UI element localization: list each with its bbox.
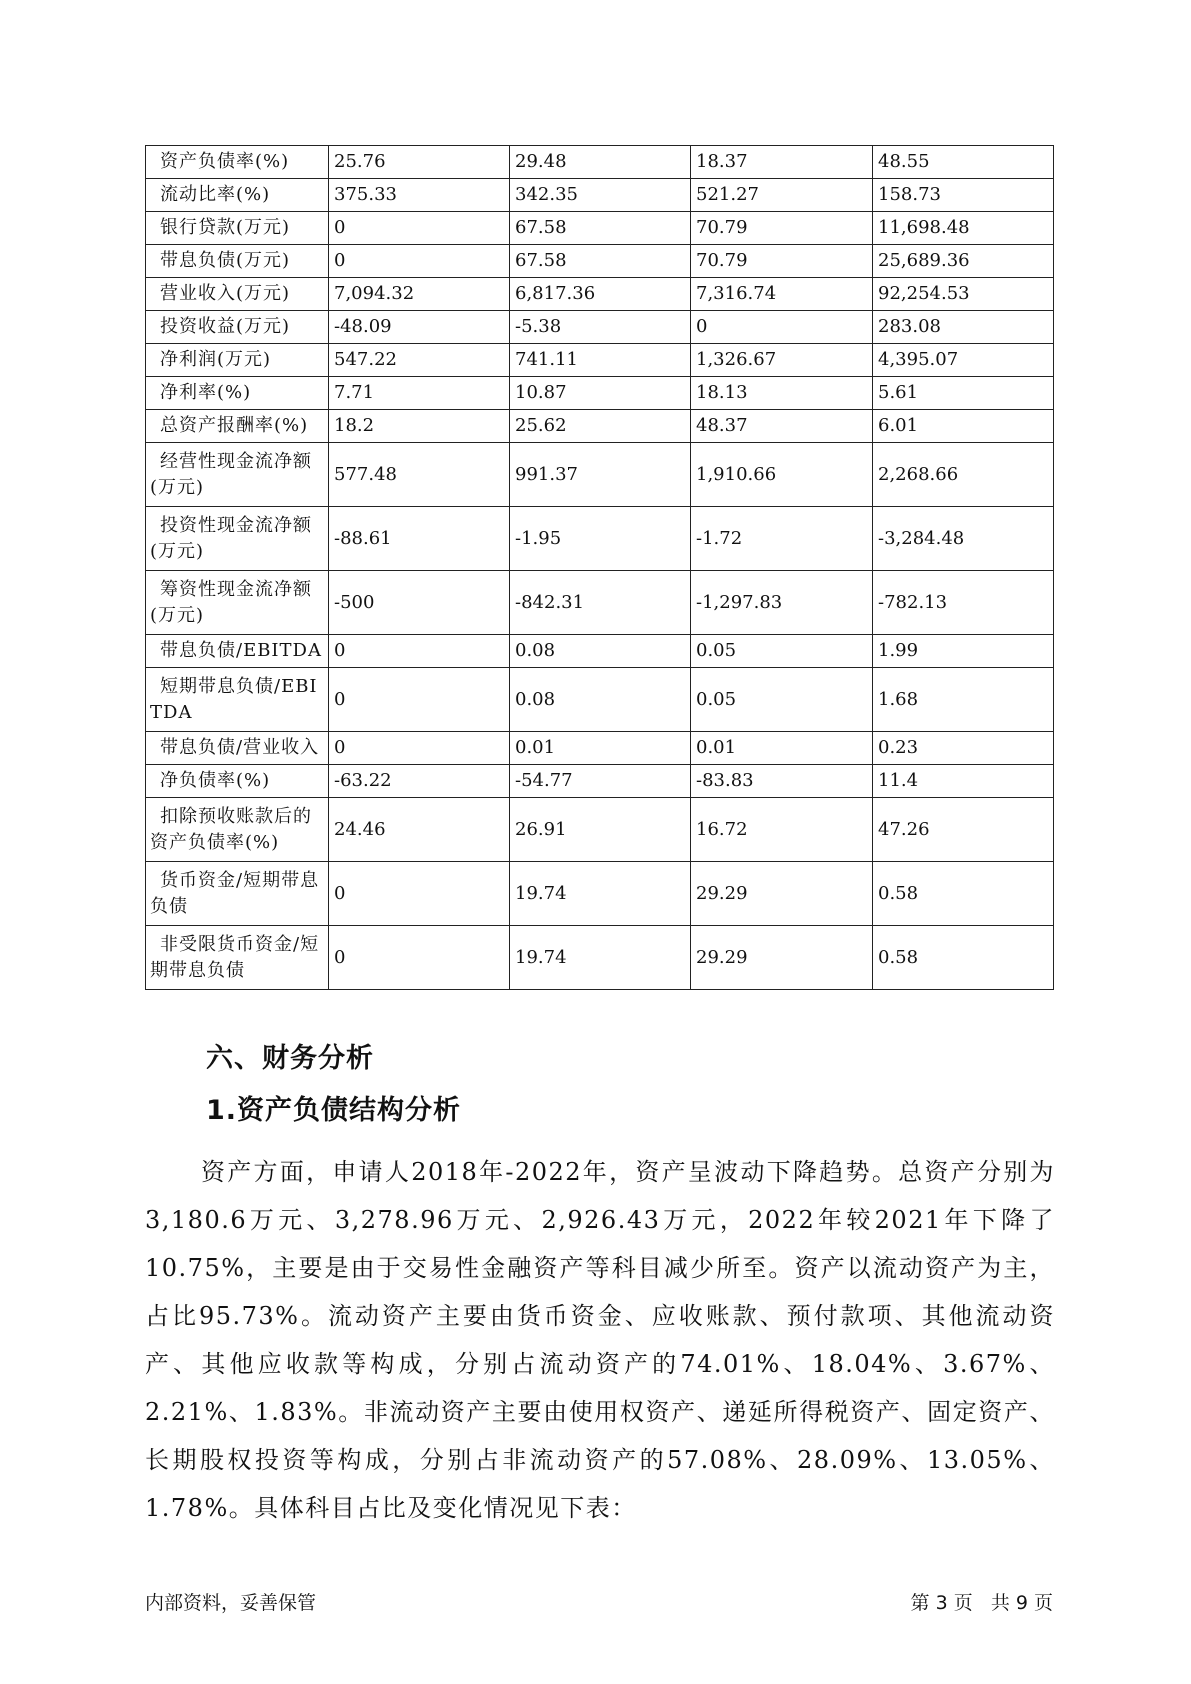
value-cell: 6,817.36 [510, 278, 691, 311]
value-cell: 1,326.67 [691, 344, 873, 377]
value-cell: 0 [329, 862, 510, 926]
value-cell: -782.13 [873, 571, 1054, 635]
table-row [146, 311, 1054, 344]
value-cell: 0 [329, 926, 510, 990]
row-label-cell: 带息负债/EBITDA [146, 635, 329, 668]
value-cell: 0.01 [510, 732, 691, 765]
footer-total-pages: 共 9 页 [990, 1592, 1053, 1614]
value-cell: -63.22 [329, 765, 510, 798]
section-heading: 六、财务分析 [206, 1043, 374, 1074]
value-cell: 0.08 [510, 635, 691, 668]
value-cell: 0 [329, 212, 510, 245]
value-cell: -3,284.48 [873, 507, 1054, 571]
value-cell: -83.83 [691, 765, 873, 798]
value-cell: 5.61 [873, 377, 1054, 410]
value-cell: 7,316.74 [691, 278, 873, 311]
value-cell: 47.26 [873, 798, 1054, 862]
value-cell: 0.08 [510, 668, 691, 732]
value-cell: 7,094.32 [329, 278, 510, 311]
value-cell: 70.79 [691, 245, 873, 278]
value-cell: -1.72 [691, 507, 873, 571]
table-row [146, 732, 1054, 765]
value-cell: 4,395.07 [873, 344, 1054, 377]
value-cell: 29.48 [510, 146, 691, 179]
value-cell: 0.01 [691, 732, 873, 765]
value-cell: 18.37 [691, 146, 873, 179]
value-cell: 25.76 [329, 146, 510, 179]
value-cell: 19.74 [510, 926, 691, 990]
value-cell: 0 [329, 245, 510, 278]
value-cell: 19.74 [510, 862, 691, 926]
table-row [146, 212, 1054, 245]
value-cell: 1.99 [873, 635, 1054, 668]
value-cell: 991.37 [510, 443, 691, 507]
value-cell: -500 [329, 571, 510, 635]
footer-current-page: 第 3 页 [910, 1592, 973, 1614]
table-row [146, 926, 1054, 990]
value-cell: -842.31 [510, 571, 691, 635]
value-cell: 0.05 [691, 635, 873, 668]
value-cell: 25.62 [510, 410, 691, 443]
value-cell: 342.35 [510, 179, 691, 212]
value-cell: 11.4 [873, 765, 1054, 798]
table-row [146, 507, 1054, 571]
table-row [146, 635, 1054, 668]
value-cell: -88.61 [329, 507, 510, 571]
table-row [146, 179, 1054, 212]
table-row [146, 410, 1054, 443]
footer-page-number [911, 1588, 1053, 1615]
value-cell: -5.38 [510, 311, 691, 344]
row-label-cell: 资产负债率(%) [146, 146, 329, 179]
value-cell: 29.29 [691, 862, 873, 926]
table-row [146, 668, 1054, 732]
value-cell: 48.37 [691, 410, 873, 443]
row-label-cell: 带息负债(万元) [146, 245, 329, 278]
row-label-cell: 净负债率(%) [146, 765, 329, 798]
value-cell: -48.09 [329, 311, 510, 344]
footer-confidential-note: 内部资料，妥善保管 [145, 1592, 317, 1614]
row-label-cell: 货币资金/短期带息负债 [146, 862, 329, 926]
asset-analysis-paragraph: 资产方面，申请人2018年-2022年，资产呈波动下降趋势。总资产分别为3,180.6万元、3,278.96万元、2,926.43万元，2022年较2021年下降了10.75%，主要是由于交易性金融资产等科目减少所至。资产以流动资产为主，占比95.73%。流动资产主要由货币资金、应收账款、预付款项、其他流动资产、其他应收款等构成，分别占流动资产的74.01%、18.04%、3.67%、2.21%、1.83%。非流动资产主要由使用权资产、递延所得税资产、固定资产、长期股权投资等构成，分别占非流动资产的57.08%、28.09%、13.05%、1.78%。具体科目占比及变化情况见下表： [145, 1158, 1055, 1522]
table-row [146, 443, 1054, 507]
row-label-cell: 营业收入(万元) [146, 278, 329, 311]
row-label-cell: 流动比率(%) [146, 179, 329, 212]
row-label-cell: 短期带息负债/EBITDA [146, 668, 329, 732]
value-cell: 26.91 [510, 798, 691, 862]
value-cell: 24.46 [329, 798, 510, 862]
table-row [146, 798, 1054, 862]
value-cell: -54.77 [510, 765, 691, 798]
value-cell: 577.48 [329, 443, 510, 507]
row-label-cell: 投资性现金流净额(万元) [146, 507, 329, 571]
row-label-cell: 投资收益(万元) [146, 311, 329, 344]
value-cell: 1.68 [873, 668, 1054, 732]
table-row [146, 278, 1054, 311]
table-row [146, 377, 1054, 410]
table-row [146, 146, 1054, 179]
value-cell: 283.08 [873, 311, 1054, 344]
value-cell: 0 [691, 311, 873, 344]
value-cell: 2,268.66 [873, 443, 1054, 507]
value-cell: 11,698.48 [873, 212, 1054, 245]
value-cell: 0.58 [873, 926, 1054, 990]
row-label-cell: 筹资性现金流净额(万元) [146, 571, 329, 635]
value-cell: 18.13 [691, 377, 873, 410]
value-cell: 67.58 [510, 212, 691, 245]
value-cell: 67.58 [510, 245, 691, 278]
subsection-heading: 1.资产负债结构分析 [206, 1095, 462, 1126]
row-label-cell: 银行贷款(万元) [146, 212, 329, 245]
value-cell: 0 [329, 732, 510, 765]
value-cell: 741.11 [510, 344, 691, 377]
value-cell: 158.73 [873, 179, 1054, 212]
value-cell: 1,910.66 [691, 443, 873, 507]
row-label-cell: 净利率(%) [146, 377, 329, 410]
table-row [146, 765, 1054, 798]
table-row [146, 245, 1054, 278]
value-cell: 29.29 [691, 926, 873, 990]
value-cell: 0 [329, 635, 510, 668]
value-cell: 10.87 [510, 377, 691, 410]
value-cell: 0 [329, 668, 510, 732]
value-cell: 48.55 [873, 146, 1054, 179]
value-cell: 16.72 [691, 798, 873, 862]
table-row [146, 862, 1054, 926]
row-label-cell: 净利润(万元) [146, 344, 329, 377]
value-cell: 547.22 [329, 344, 510, 377]
value-cell: -1.95 [510, 507, 691, 571]
financial-indicators-table [145, 145, 1054, 990]
value-cell: 6.01 [873, 410, 1054, 443]
value-cell: 375.33 [329, 179, 510, 212]
table-body [146, 146, 1054, 990]
value-cell: 0.05 [691, 668, 873, 732]
row-label-cell: 带息负债/营业收入 [146, 732, 329, 765]
value-cell: 18.2 [329, 410, 510, 443]
value-cell: 25,689.36 [873, 245, 1054, 278]
value-cell: -1,297.83 [691, 571, 873, 635]
row-label-cell: 总资产报酬率(%) [146, 410, 329, 443]
row-label-cell: 非受限货币资金/短期带息负债 [146, 926, 329, 990]
value-cell: 521.27 [691, 179, 873, 212]
table-row [146, 571, 1054, 635]
table-row [146, 344, 1054, 377]
value-cell: 0.58 [873, 862, 1054, 926]
value-cell: 92,254.53 [873, 278, 1054, 311]
value-cell: 70.79 [691, 212, 873, 245]
value-cell: 0.23 [873, 732, 1054, 765]
row-label-cell: 经营性现金流净额(万元) [146, 443, 329, 507]
row-label-cell: 扣除预收账款后的资产负债率(%) [146, 798, 329, 862]
value-cell: 7.71 [329, 377, 510, 410]
